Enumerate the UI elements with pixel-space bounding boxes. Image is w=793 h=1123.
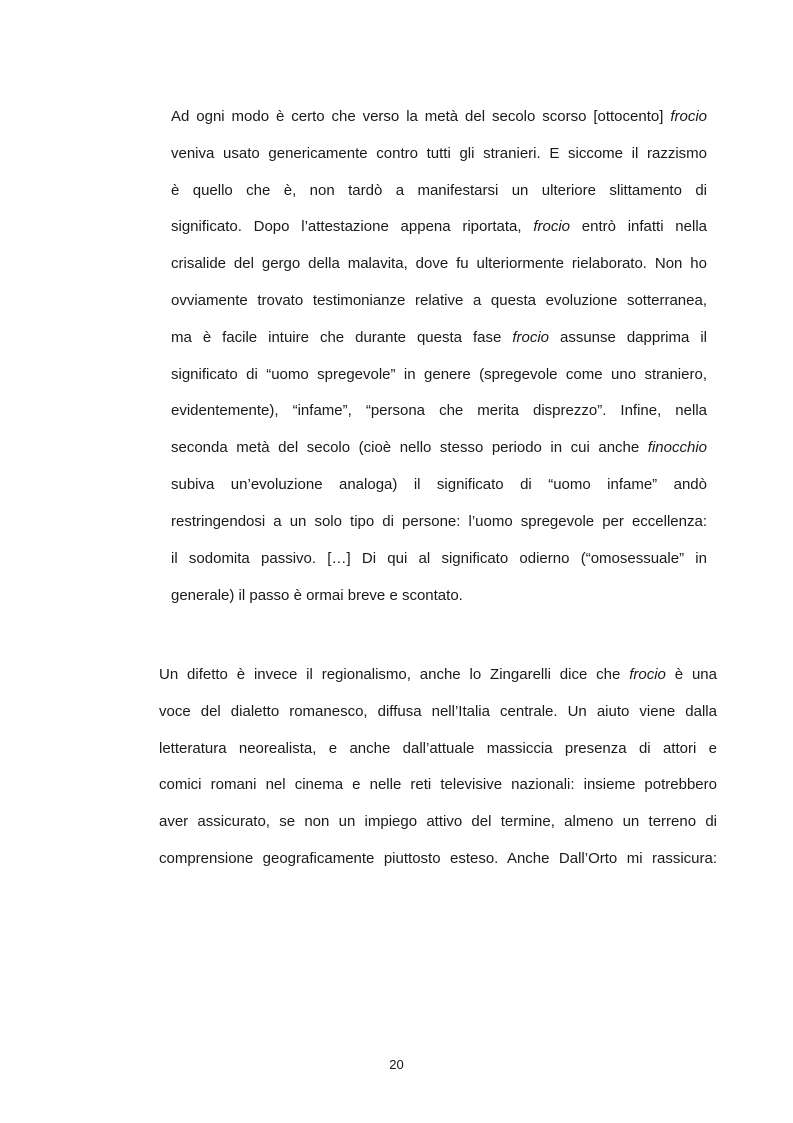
quote-line: il sodomita passivo. […] Di qui al significato odierno (“omosessuale” in <box>171 550 707 567</box>
quote-line: generale) il passo è ormai breve e scontato. <box>171 587 463 604</box>
body-line: comici romani nel cinema e nelle reti televisive nazionali: insieme potrebbero <box>159 776 717 793</box>
quote-line: subiva un’evoluzione analoga) il significato di “uomo infame” andò <box>171 476 707 493</box>
quote-line: ovviamente trovato testimonianze relative a questa evoluzione sotterranea, <box>171 292 707 309</box>
quote-line: restringendosi a un solo tipo di persone: l’uomo spregevole per eccellenza: <box>171 513 707 530</box>
quote-line: evidentemente), “infame”, “persona che merita disprezzo”. Infine, nella <box>171 402 707 419</box>
quote-line: ma è facile intuire che durante questa fase frocio assunse dapprima il <box>171 329 707 346</box>
quote-line: significato. Dopo l’attestazione appena riportata, frocio entrò infatti nella <box>171 218 707 235</box>
quote-line: seconda metà del secolo (cioè nello stesso periodo in cui anche finocchio <box>171 439 707 456</box>
body-line: Un difetto è invece il regionalismo, anche lo Zingarelli dice che frocio è una <box>159 666 717 683</box>
body-line: comprensione geograficamente piuttosto esteso. Anche Dall’Orto mi rassicura: <box>159 850 717 867</box>
body-line: aver assicurato, se non un impiego attivo del termine, almeno un terreno di <box>159 813 717 830</box>
quote-line: crisalide del gergo della malavita, dove fu ulteriormente rielaborato. Non ho <box>171 255 707 272</box>
page-number: 20 <box>389 1057 404 1072</box>
quote-line: veniva usato genericamente contro tutti gli stranieri. E siccome il razzismo <box>171 145 707 162</box>
body-line: letteratura neorealista, e anche dall’attuale massiccia presenza di attori e <box>159 740 717 757</box>
quote-line: significato di “uomo spregevole” in genere (spregevole come uno straniero, <box>171 366 707 383</box>
quote-line: è quello che è, non tardò a manifestarsi un ulteriore slittamento di <box>171 182 707 199</box>
body-line: voce del dialetto romanesco, diffusa nell’Italia centrale. Un aiuto viene dalla <box>159 703 717 720</box>
quote-line: Ad ogni modo è certo che verso la metà del secolo scorso [ottocento] frocio <box>171 108 707 125</box>
